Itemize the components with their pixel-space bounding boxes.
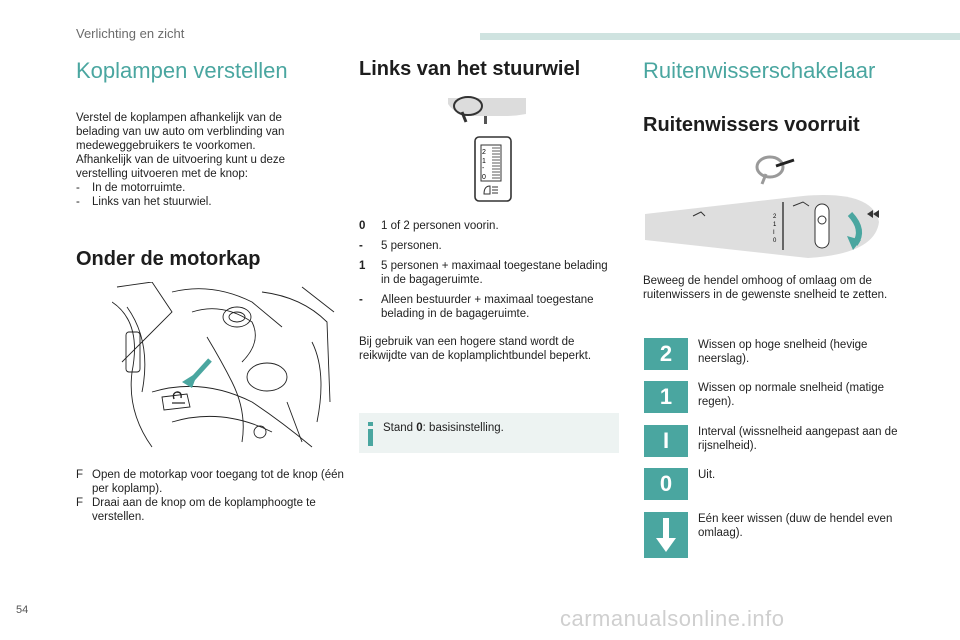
intro-line: verstelling uitvoeren met de knop: <box>76 168 248 180</box>
list-marker: F <box>76 469 84 481</box>
ruitenwisser-subtitle: Ruitenwissers voorruit <box>643 114 860 136</box>
code-row <box>359 259 609 287</box>
steering-wheel-icon <box>754 152 796 186</box>
code-text: 5 personen + maximaal toegestane belading in de bagageruimte. <box>381 260 608 286</box>
dial-label: 0 <box>482 174 486 181</box>
motorkap-steps <box>76 468 346 524</box>
list-item <box>76 468 346 496</box>
list-marker: - <box>76 196 80 208</box>
stalk-label: I <box>773 230 775 236</box>
stuurwiel-title: Links van het stuurwiel <box>359 58 581 80</box>
code-text: 1 of 2 personen voorin. <box>381 220 499 232</box>
wiper-row-single <box>644 512 894 558</box>
row-text: Interval (wissnelheid aangepast aan de rijsnelheid). <box>698 426 898 452</box>
code-key: 1 <box>359 260 366 272</box>
info-icon <box>368 422 373 446</box>
dial-label: 2 <box>482 149 486 156</box>
speed-badge: 2 <box>644 338 688 370</box>
code-row <box>359 293 609 321</box>
position-codes <box>359 219 609 327</box>
ruitenwisser-title: Ruitenwisserschakelaar <box>643 58 876 83</box>
row-text: Wissen op normale snelheid (matige regen). <box>698 382 885 408</box>
headlamp-dial-illustration <box>474 136 512 202</box>
stalk-label: 2 <box>773 214 777 220</box>
intro-line: belading van uw auto om verblinding van <box>76 126 285 138</box>
note-key: 0 <box>416 422 423 434</box>
code-text: 5 personen. <box>381 240 442 252</box>
list-marker: F <box>76 497 84 509</box>
list-text: Draai aan de knop om de koplamphoogte te verstellen. <box>92 497 316 523</box>
wiper-row-1 <box>644 381 894 413</box>
ruitenwisser-intro: Beweeg de hendel omhoog of omlaag om de ruitenwissers in de gewenste snelheid te zetten. <box>643 275 888 301</box>
speed-badge: 0 <box>644 468 688 500</box>
info-note <box>359 413 619 453</box>
koplampen-intro <box>76 111 316 209</box>
code-key: - <box>359 240 363 252</box>
page-number: 54 <box>16 604 29 616</box>
speed-badge: 1 <box>644 381 688 413</box>
code-row <box>359 239 609 253</box>
dial-label: 1 <box>482 158 486 165</box>
watermark: carmanualsonline.info <box>560 606 785 631</box>
code-text: Alleen bestuurder + maximaal toegestane belading in de bagageruimte. <box>381 294 594 320</box>
wiper-row-0 <box>644 468 894 500</box>
list-item <box>76 181 316 195</box>
option-list <box>76 181 316 209</box>
wiper-row-interval <box>644 425 898 457</box>
steering-wheel-icon <box>446 94 528 130</box>
engine-bay-illustration <box>112 282 336 452</box>
list-marker: - <box>76 182 80 194</box>
code-key: - <box>359 294 363 306</box>
list-item <box>76 195 316 209</box>
row-text: Eén keer wissen (duw de hendel even omlaag). <box>698 513 893 539</box>
code-key: 0 <box>359 220 366 232</box>
note-prefix: Stand <box>383 422 417 434</box>
koplampen-title: Koplampen verstellen <box>76 58 288 83</box>
note-suffix: : basisinstelling. <box>422 422 504 434</box>
stalk-label: 1 <box>773 222 777 228</box>
motorkap-title: Onder de motorkap <box>76 248 261 270</box>
dial-label: - <box>482 165 485 172</box>
stalk-label: 0 <box>773 238 777 244</box>
wiper-stalk-illustration <box>643 192 883 260</box>
speed-badge: I <box>644 425 688 457</box>
list-text: Open de motorkap voor toegang tot de knop (één per koplamp). <box>92 469 344 495</box>
range-paragraph: Bij gebruik van een hogere stand wordt de reikwijdte van de koplamplichtbundel beperkt. <box>359 336 592 362</box>
code-row <box>359 219 609 233</box>
single-wipe-badge <box>644 512 688 558</box>
header-bar <box>480 33 960 40</box>
row-text: Uit. <box>698 469 716 481</box>
list-text: In de motorruimte. <box>92 182 186 194</box>
list-item <box>76 496 346 524</box>
wiper-row-2 <box>644 338 894 370</box>
row-text: Wissen op hoge snelheid (hevige neerslag). <box>698 339 868 365</box>
intro-line: medeweggebruikers te voorkomen. <box>76 140 256 152</box>
list-text: Links van het stuurwiel. <box>92 196 212 208</box>
intro-line: Afhankelijk van de uitvoering kunt u deze <box>76 154 286 166</box>
section-label: Verlichting en zicht <box>76 26 185 41</box>
arrow-shaft <box>190 360 210 382</box>
down-arrow-icon <box>644 512 688 558</box>
intro-line: Verstel de koplampen afhankelijk van de <box>76 112 282 124</box>
